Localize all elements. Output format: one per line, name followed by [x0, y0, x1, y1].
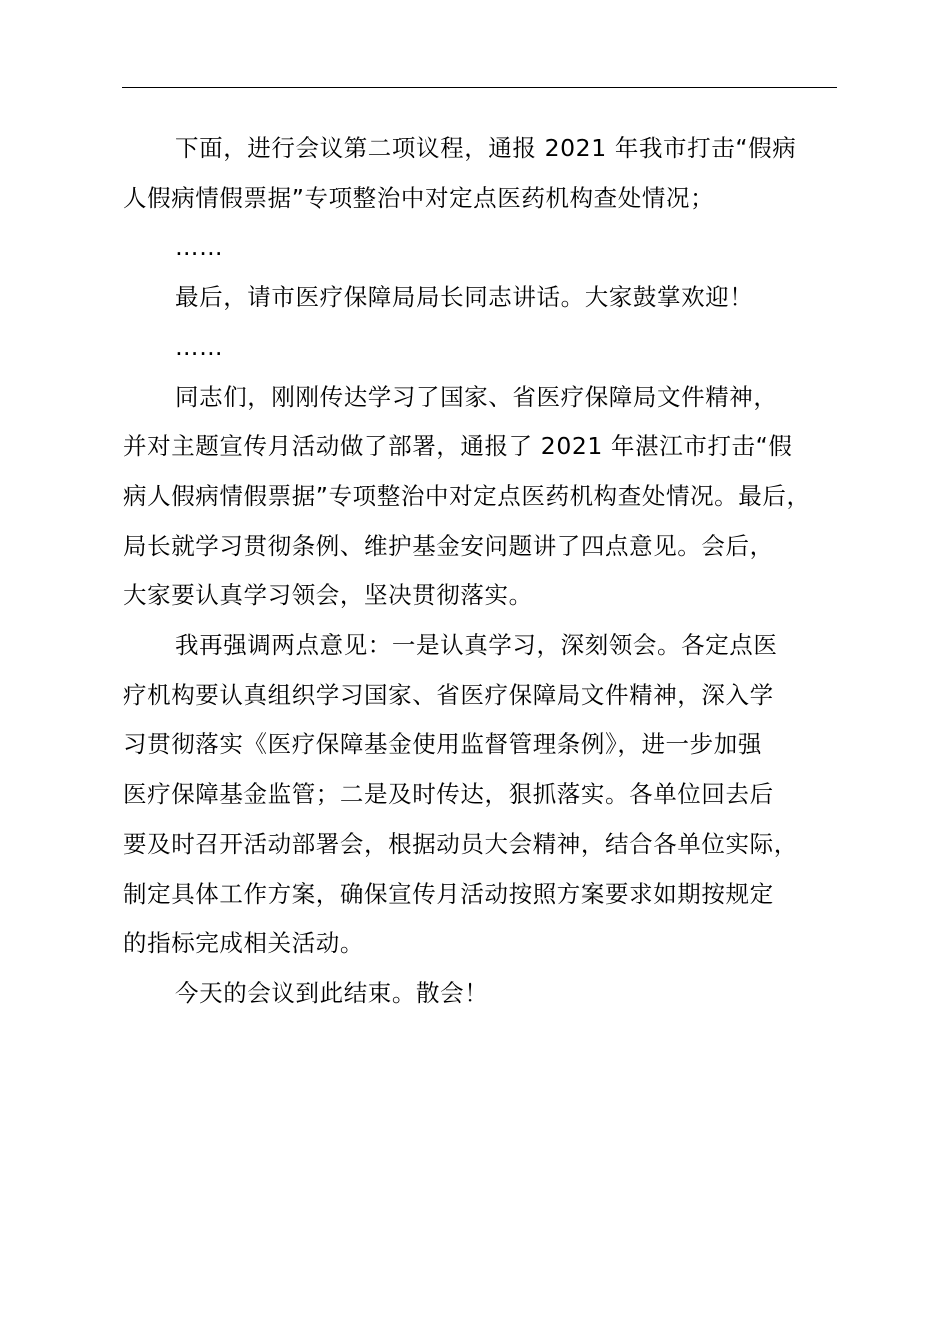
paragraph-agenda-item-two: [123, 124, 863, 223]
paragraph-ellipsis: [123, 223, 863, 273]
text-line: 我再强调两点意见：一是认真学习，深刻领会。各定点医: [175, 631, 778, 660]
text-line: 今天的会议到此结束。散会！: [175, 978, 489, 1007]
header-rule: [122, 87, 837, 88]
paragraph-invite-speech: [123, 273, 863, 323]
text-line: 下面，进行会议第二项议程，通报 2021 年我市打击“假病: [175, 134, 797, 162]
text-line: 人假病情假票据”专项整治中对定点医药机构查处情况；: [123, 183, 715, 212]
paragraph-ellipsis: [123, 323, 863, 373]
paragraph-two-points: [123, 621, 863, 969]
text-line: ……: [175, 332, 224, 361]
text-line: 病人假病情假票据”专项整治中对定点医药机构查处情况。最后，: [123, 481, 811, 510]
text-line: 疗机构要认真组织学习国家、省医疗保障局文件精神，深入学: [123, 680, 774, 709]
text-line: 局长就学习贯彻条例、维护基金安问题讲了四点意见。会后，: [123, 531, 774, 560]
paragraph-summary: [123, 373, 863, 622]
text-line: 制定具体工作方案，确保宣传月活动按照方案要求如期按规定: [123, 879, 774, 908]
document-body: [123, 124, 863, 1019]
text-line: 医疗保障基金监管；二是及时传达，狠抓落实。各单位回去后: [123, 780, 774, 809]
text-line: 的指标完成相关活动。: [123, 929, 364, 958]
text-line: ……: [175, 233, 224, 262]
text-line: 同志们，刚刚传达学习了国家、省医疗保障局文件精神，: [175, 382, 778, 411]
text-line: 并对主题宣传月活动做了部署，通报了 2021 年湛江市打击“假: [123, 432, 793, 461]
text-line: 最后，请市医疗保障局局长同志讲话。大家鼓掌欢迎！: [175, 283, 754, 312]
paragraph-closing: [123, 969, 863, 1019]
text-line: 要及时召开活动部署会，根据动员大会精神，结合各单位实际，: [123, 829, 798, 858]
text-line: 大家要认真学习领会，坚决贯彻落实。: [123, 581, 533, 610]
text-line: 习贯彻落实《医疗保障基金使用监督管理条例》，进一步加强: [123, 730, 762, 759]
